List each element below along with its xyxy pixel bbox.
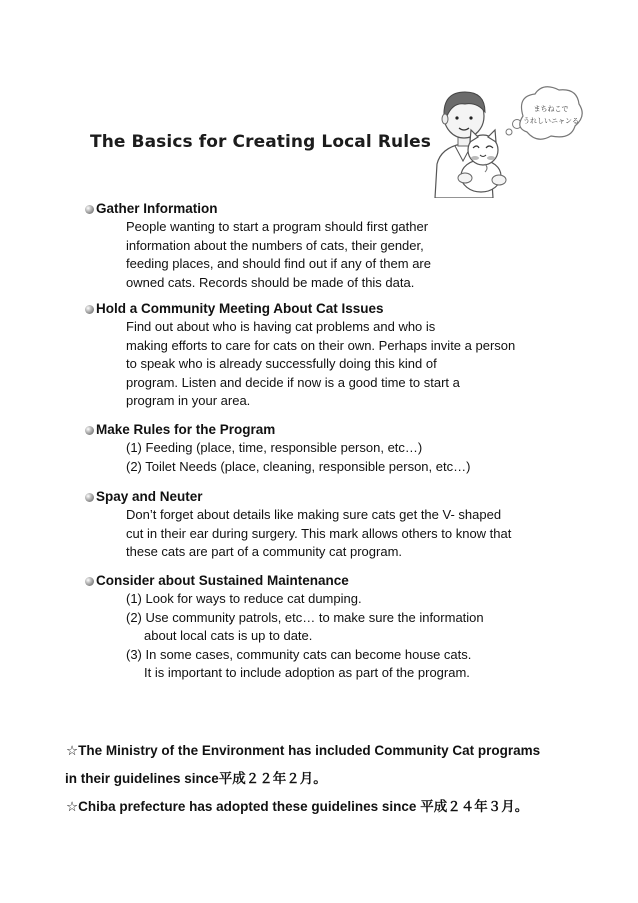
body-line: owned cats. Records should be made of this data. (126, 274, 415, 290)
body-line: these cats are part of a community cat program. (126, 544, 403, 559)
section-sustained-maintenance (85, 572, 605, 683)
body-line: People wanting to start a program should first gather (126, 219, 429, 234)
bullet-icon (85, 205, 94, 214)
body-line: about local cats is up to date. (144, 628, 313, 643)
body-line: cut in their ear during surgery. This mark allows others to know that (126, 525, 512, 541)
body-line: (1) Look for ways to reduce cat dumping. (126, 591, 362, 606)
body-line: information about the numbers of cats, their gender, (126, 237, 424, 253)
body-line: (2) Toilet Needs (place, cleaning, responsible person, etc…) (126, 458, 471, 474)
body-line: program. Listen and decide if now is a good time to start a (126, 374, 460, 390)
body-line: (3) In some cases, community cats can become house cats. (126, 646, 472, 662)
section-heading: Consider about Sustained Maintenance (96, 573, 349, 588)
bullet-icon (85, 426, 94, 435)
section-heading: Hold a Community Meeting About Cat Issues (96, 301, 384, 316)
bullet-icon (85, 305, 94, 314)
svg-text:まちねこで: まちねこで (533, 105, 569, 113)
body-line: to speak who is already successfully doing this kind of (126, 356, 437, 371)
page-title: The Basics for Creating Local Rules (90, 132, 431, 152)
guideline-notes (66, 737, 540, 821)
body-line: making efforts to care for cats on their own. Perhaps invite a person (126, 337, 516, 353)
section-make-rules (85, 421, 605, 476)
body-line: (1) Feeding (place, time, responsible person, etc…) (126, 440, 423, 455)
body-line: Find out about who is having cat problems and who is (126, 319, 436, 334)
section-spay-neuter (85, 488, 605, 562)
section-heading: Gather Information (96, 201, 218, 216)
bullet-icon (85, 493, 94, 502)
section-heading: Spay and Neuter (96, 489, 203, 504)
section-heading: Make Rules for the Program (96, 422, 276, 437)
person-holding-cat-illustration (425, 86, 585, 198)
section-gather-information (85, 200, 605, 292)
body-line: (2) Use community patrols, etc… to make sure the information (126, 609, 484, 625)
body-line: program in your area. (126, 393, 251, 408)
body-line: feeding places, and should find out if any of them are (126, 256, 431, 271)
body-line: It is important to include adoption as part of the program. (144, 665, 470, 680)
bullet-icon (85, 577, 94, 586)
note-line: ☆The Ministry of the Environment has included Community Cat programs (66, 743, 541, 758)
body-line: Don’t forget about details like making sure cats get the V- shaped (126, 507, 502, 522)
svg-text:うれしいニャンる: うれしいニャンる (523, 117, 579, 125)
section-community-meeting (85, 300, 605, 411)
note-line: ☆Chiba prefecture has adopted these guidelines since 平成２４年３月。 (66, 799, 529, 814)
note-line: in their guidelines since平成２２年２月。 (65, 771, 327, 786)
